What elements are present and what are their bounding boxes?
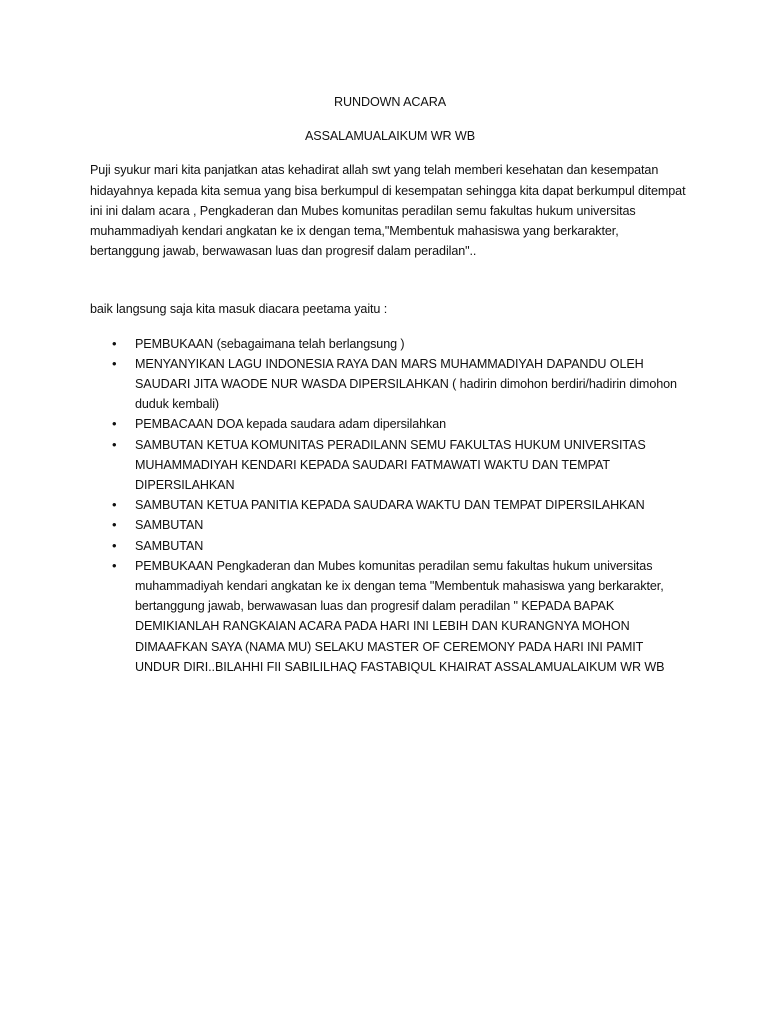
list-item-text: SAMBUTAN KETUA PANITIA KEPADA SAUDARA WAKTU DAN TEMPAT DIPERSILAHKAN <box>135 498 645 513</box>
list-item <box>90 536 690 556</box>
bullet-icon: • <box>112 517 117 533</box>
closing-paragraph: DEMIKIANLAH RANGKAIAN ACARA PADA HARI INI LEBIH DAN KURANGNYA MOHON DIMAAFKAN SAYA (NAMA MU) SELAKU MASTER OF CEREMONY PADA HARI INI PAMIT UNDUR DIRI..BILAHHI FII SABILILHAQ FASTABIQUL KHAIRAT ASSALAMUALAIKUM WR WB <box>135 619 665 674</box>
list-item-text: MENYANYIKAN LAGU INDONESIA RAYA DAN MARS MUHAMMADIYAH DAPANDU OLEH SAUDARI JITA WAODE NUR WASDA DIPERSILAHKAN ( hadirin dimohon berdiri/hadirin dimohon duduk kembali) <box>135 356 677 412</box>
list-item-text: PEMBACAAN DOA kepada saudara adam dipersilahkan <box>135 417 447 432</box>
list-item-text: PEMBUKAAN (sebagaimana telah berlangsung ) <box>135 336 405 351</box>
bullet-icon: • <box>112 416 117 432</box>
list-item <box>90 515 690 535</box>
bullet-icon: • <box>112 537 117 553</box>
agenda-list <box>90 334 690 617</box>
document-title: RUNDOWN ACARA <box>333 95 447 109</box>
document-body <box>90 92 690 677</box>
lead-line: baik langsung saja kita masuk diacara peetama yaitu : <box>90 302 388 317</box>
list-item <box>90 556 690 617</box>
list-item-text: SAMBUTAN <box>135 538 204 553</box>
list-item <box>90 495 690 515</box>
list-item-text: SAMBUTAN KETUA KOMUNITAS PERADILANN SEMU FAKULTAS HUKUM UNIVERSITAS MUHAMMADIYAH KENDARI KEPADA SAUDARI FATMAWATI WAKTU DAN TEMPAT DIPERSILAHKAN <box>135 437 646 493</box>
list-item <box>90 414 690 434</box>
paragraph-spacer <box>90 261 690 299</box>
list-item <box>90 334 690 354</box>
list-item-text: SAMBUTAN <box>135 518 204 533</box>
bullet-icon: • <box>112 557 117 573</box>
bullet-icon: • <box>112 335 117 351</box>
greeting-line: ASSALAMUALAIKUM WR WB <box>304 129 476 144</box>
list-item <box>90 354 690 415</box>
bullet-icon: • <box>112 355 117 371</box>
bullet-icon: • <box>112 497 117 513</box>
bullet-icon: • <box>112 436 117 452</box>
intro-paragraph: Puji syukur mari kita panjatkan atas kehadirat allah swt yang telah memberi kesehatan dan kesempatan hidayahnya kepada kita semua yang bisa berkumpul di kesempatan sehingga kita dapat berkumpul ditempat ini ini dalam acara , Pengkaderan dan Mubes komunitas peradilan semu fakultas hukum universitas muhammadiyah kendari angkatan ke ix dengan tema,"Membentuk mahasiswa yang berkarakter, bertanggung jawab, berwawasan luas dan progresif dalam peradilan".. <box>90 163 686 259</box>
list-item-text: PEMBUKAAN Pengkaderan dan Mubes komunitas peradilan semu fakultas hukum universitas muhammadiyah kendari angkatan ke ix dengan tema "Membentuk mahasiswa yang berkarakter, bertanggung jawab, berwawasan luas dan progresif dalam peradilan " KEPADA BAPAK <box>135 558 664 614</box>
list-item <box>90 435 690 496</box>
